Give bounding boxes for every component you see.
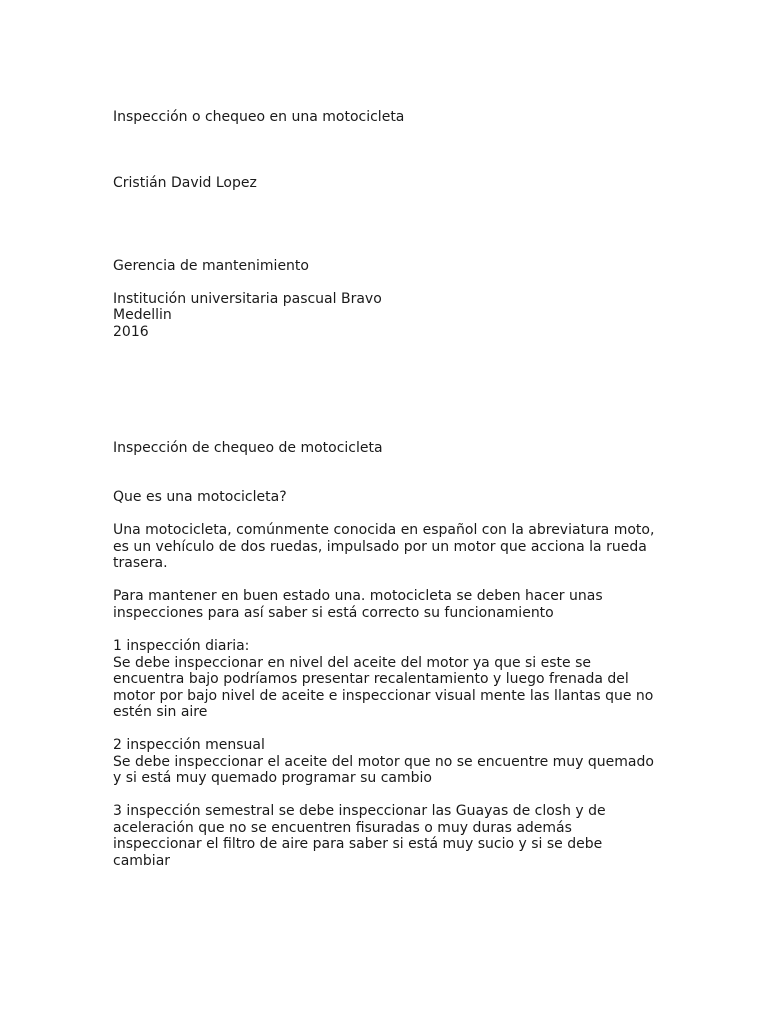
monthly-inspection-paragraph: 2 inspección mensual Se debe inspeccionar el aceite del motor que no se encuentre muy quemado y si está muy quemado programar su cambio bbox=[113, 737, 654, 787]
course-name: Gerencia de mantenimiento bbox=[113, 258, 309, 274]
city-name: Medellin bbox=[113, 307, 172, 323]
daily-inspection-paragraph: 1 inspección diaria: Se debe inspeccionar en nivel del aceite del motor ya que si este se encuentra bajo podríamos presentar recalentamiento y luego frenada del motor por bajo nivel de aceite e inspeccionar visual mente las llantas que no estén sin aire bbox=[113, 638, 654, 721]
institution-name: Institución universitaria pascual Bravo bbox=[113, 291, 382, 307]
section-heading: Inspección de chequeo de motocicleta bbox=[113, 440, 383, 456]
question-heading: Que es una motocicleta? bbox=[113, 489, 287, 505]
author-name: Cristián David Lopez bbox=[113, 175, 257, 191]
definition-paragraph: Una motocicleta, comúnmente conocida en español con la abreviatura moto, es un vehículo de dos ruedas, impulsado por un motor que acciona la rueda trasera. bbox=[113, 522, 655, 572]
document-title: Inspección o chequeo en una motocicleta bbox=[113, 109, 405, 125]
year: 2016 bbox=[113, 324, 149, 340]
semester-inspection-paragraph: 3 inspección semestral se debe inspeccionar las Guayas de closh y de aceleración que no se encuentren fisuradas o muy duras además inspeccionar el filtro de aire para saber si está muy sucio y si se debe cambiar bbox=[113, 803, 606, 869]
intro-paragraph: Para mantener en buen estado una. motocicleta se deben hacer unas inspecciones para así saber si está correcto su funcionamiento bbox=[113, 588, 603, 621]
